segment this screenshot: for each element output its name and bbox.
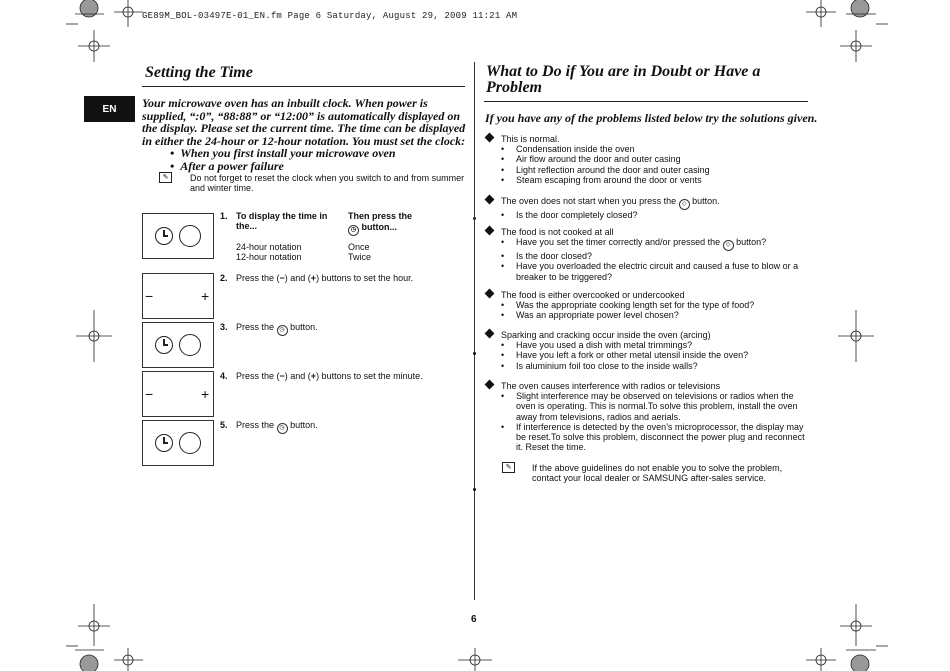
plus-icon: + bbox=[310, 273, 317, 283]
minus-button-icon[interactable]: − bbox=[145, 386, 154, 402]
file-header: GE89M_BOL-03497E-01_EN.fm Page 6 Saturday, August 29, 2009 11:21 AM bbox=[142, 11, 518, 21]
troubleshoot-subtitle: If you have any of the problems listed below try the solutions given. bbox=[485, 111, 818, 125]
language-tab: EN bbox=[84, 96, 135, 122]
margin-dot bbox=[473, 352, 476, 355]
diamond-icon bbox=[485, 133, 495, 143]
list-item: • Steam escaping from around the door or vents bbox=[500, 175, 806, 185]
problem-not-cooked: The food is not cooked at all • Have you set the timer correctly and/or pressed the ◇ button? • Is the door closed? • Have you overloaded the electric circuit and caused a fuse to blow or a breaker to be triggered? bbox=[486, 227, 806, 282]
row-12h-value: Twice bbox=[348, 252, 372, 262]
problem-arcing: Sparking and cracking occur inside the oven (arcing) • Have you used a dish with metal trimmings? • Have you left a fork or other metal utensil inside the oven? • Is aluminium foil too close to the inside walls? bbox=[486, 330, 806, 371]
row-24h-label: 24-hour notation bbox=[236, 242, 302, 252]
list-item: • Have you left a fork or other metal utensil inside the oven? bbox=[500, 350, 806, 360]
step1-col2-heading-2: ◷ button... bbox=[348, 222, 397, 236]
display-panel-minus-plus-minute bbox=[142, 371, 214, 417]
case-first-install: • When you first install your microwave oven bbox=[170, 146, 396, 160]
start-icon: ◇ bbox=[723, 240, 734, 251]
problem-over-under-cooked: The food is either overcooked or undercooked • Was the appropriate cooking length set for the type of food? • Was an appropriate power level chosen? bbox=[486, 290, 806, 321]
list-item: • Was the appropriate cooking length set for the type of food? bbox=[500, 300, 806, 310]
list-item: • Is aluminium foil too close to the inside walls? bbox=[500, 361, 806, 371]
list-item: • Air flow around the door and outer casing bbox=[500, 154, 806, 164]
step5-number: 5. bbox=[220, 420, 228, 430]
section-title-setting-time: Setting the Time bbox=[145, 64, 253, 81]
display-panel-clock-3 bbox=[142, 420, 214, 466]
list-item: • If interference is detected by the oven’s microprocessor, the display may be reset.To solve this problem, disconnect the power plug and reconnect it. Reset the time. bbox=[500, 422, 806, 453]
diamond-icon bbox=[485, 226, 495, 236]
minus-button-icon[interactable]: − bbox=[145, 288, 154, 304]
contact-note: If the above guidelines do not enable you to solve the problem, contact your local dealer or SAMSUNG after-sales service. bbox=[532, 463, 783, 483]
clock-button-icon[interactable] bbox=[155, 434, 173, 452]
list-item: • Is the door closed? bbox=[500, 251, 806, 261]
step1-col2-heading: Then press the bbox=[348, 211, 413, 221]
step1-col1-heading: To display the time in the... bbox=[236, 211, 328, 231]
plus-icon: + bbox=[310, 371, 317, 381]
list-item: • Light reflection around the door and outer casing bbox=[500, 165, 806, 175]
dial-icon bbox=[179, 432, 201, 454]
step5-text: Press the ◷ button. bbox=[236, 420, 318, 434]
list-item: • Have you overloaded the electric circuit and caused a fuse to blow or a breaker to be triggered? bbox=[500, 261, 806, 281]
title-rule-left bbox=[142, 86, 465, 87]
list-item: • Condensation inside the oven bbox=[500, 144, 806, 154]
clock-button-icon[interactable] bbox=[155, 227, 173, 245]
row-24h-value: Once bbox=[348, 242, 370, 252]
title-rule-right bbox=[484, 101, 808, 102]
dial-icon bbox=[179, 225, 201, 247]
note-icon: ✎ bbox=[502, 462, 515, 473]
clock-icon: ◷ bbox=[348, 225, 359, 236]
note-icon: ✎ bbox=[159, 172, 172, 183]
intro-paragraph: Your microwave oven has an inbuilt clock. When power is supplied, “:0”, “88:88” or “12:00” is automatically displayed on the display. Please set the current time. The time can be displayed in either the 24-hour or 12-hour notation. You must set the clock: bbox=[142, 96, 466, 148]
display-panel-minus-plus-hour bbox=[142, 273, 214, 319]
list-item: • Was an appropriate power level chosen? bbox=[500, 310, 806, 320]
list-item: • Have you set the timer correctly and/or pressed the ◇ button? bbox=[500, 237, 806, 251]
list-item: • Have you used a dish with metal trimmings? bbox=[500, 340, 806, 350]
diamond-icon bbox=[485, 195, 495, 205]
diamond-icon bbox=[485, 329, 495, 339]
clock-icon: ◷ bbox=[277, 325, 288, 336]
step2-text: Press the (−) and (+) buttons to set the hour. bbox=[236, 273, 414, 283]
list-item: • Slight interference may be observed on televisions or radios when the oven is operating. This is normal.To solve this problem, install the oven away from televisions, radios and aerials. bbox=[500, 391, 806, 422]
clock-icon: ◷ bbox=[277, 423, 288, 434]
note-summer-winter: Do not forget to reset the clock when you switch to and from summer and winter time. bbox=[190, 173, 465, 193]
display-panel-clock-2 bbox=[142, 322, 214, 368]
start-icon: ◇ bbox=[679, 199, 690, 210]
minus-icon: − bbox=[279, 371, 285, 381]
problem-does-not-start: The oven does not start when you press the ◇ button. • Is the door completely closed? bbox=[486, 196, 806, 220]
dial-icon bbox=[179, 334, 201, 356]
step2-number: 2. bbox=[220, 273, 228, 283]
step3-text: Press the ◷ button. bbox=[236, 322, 318, 336]
list-item: • Is the door completely closed? bbox=[500, 210, 806, 220]
plus-button-icon[interactable]: + bbox=[201, 386, 210, 402]
diamond-icon bbox=[485, 380, 495, 390]
margin-dot bbox=[473, 488, 476, 491]
step4-number: 4. bbox=[220, 371, 228, 381]
problem-interference: The oven causes interference with radios or televisions • Slight interference may be observed on televisions or radios when the oven is operating. This is normal.To solve this problem, install the oven away from televisions, radios and aerials. • If interference is detected by the oven’s microprocessor, the display may be reset.To solve this problem, disconnect the power plug and reconnect it. Reset the time. bbox=[486, 381, 806, 452]
clock-button-icon[interactable] bbox=[155, 336, 173, 354]
problem-normal: This is normal. • Condensation inside the oven • Air flow around the door and outer casing • Light reflection around the door and outer casing • Steam escaping from around the door or vents bbox=[486, 134, 806, 185]
section-title-troubleshooting: What to Do if You are in Doubt or Have a Problem bbox=[486, 63, 761, 96]
step3-number: 3. bbox=[220, 322, 228, 332]
minus-icon: − bbox=[279, 273, 285, 283]
row-12h-label: 12-hour notation bbox=[236, 252, 302, 262]
column-divider bbox=[474, 62, 475, 600]
case-power-failure: • After a power failure bbox=[170, 159, 284, 173]
plus-button-icon[interactable]: + bbox=[201, 288, 210, 304]
diamond-icon bbox=[485, 289, 495, 299]
page-number: 6 bbox=[471, 614, 477, 625]
step1-number: 1. bbox=[220, 211, 228, 221]
step4-text: Press the (−) and (+) buttons to set the minute. bbox=[236, 371, 423, 381]
display-panel-clock bbox=[142, 213, 214, 259]
